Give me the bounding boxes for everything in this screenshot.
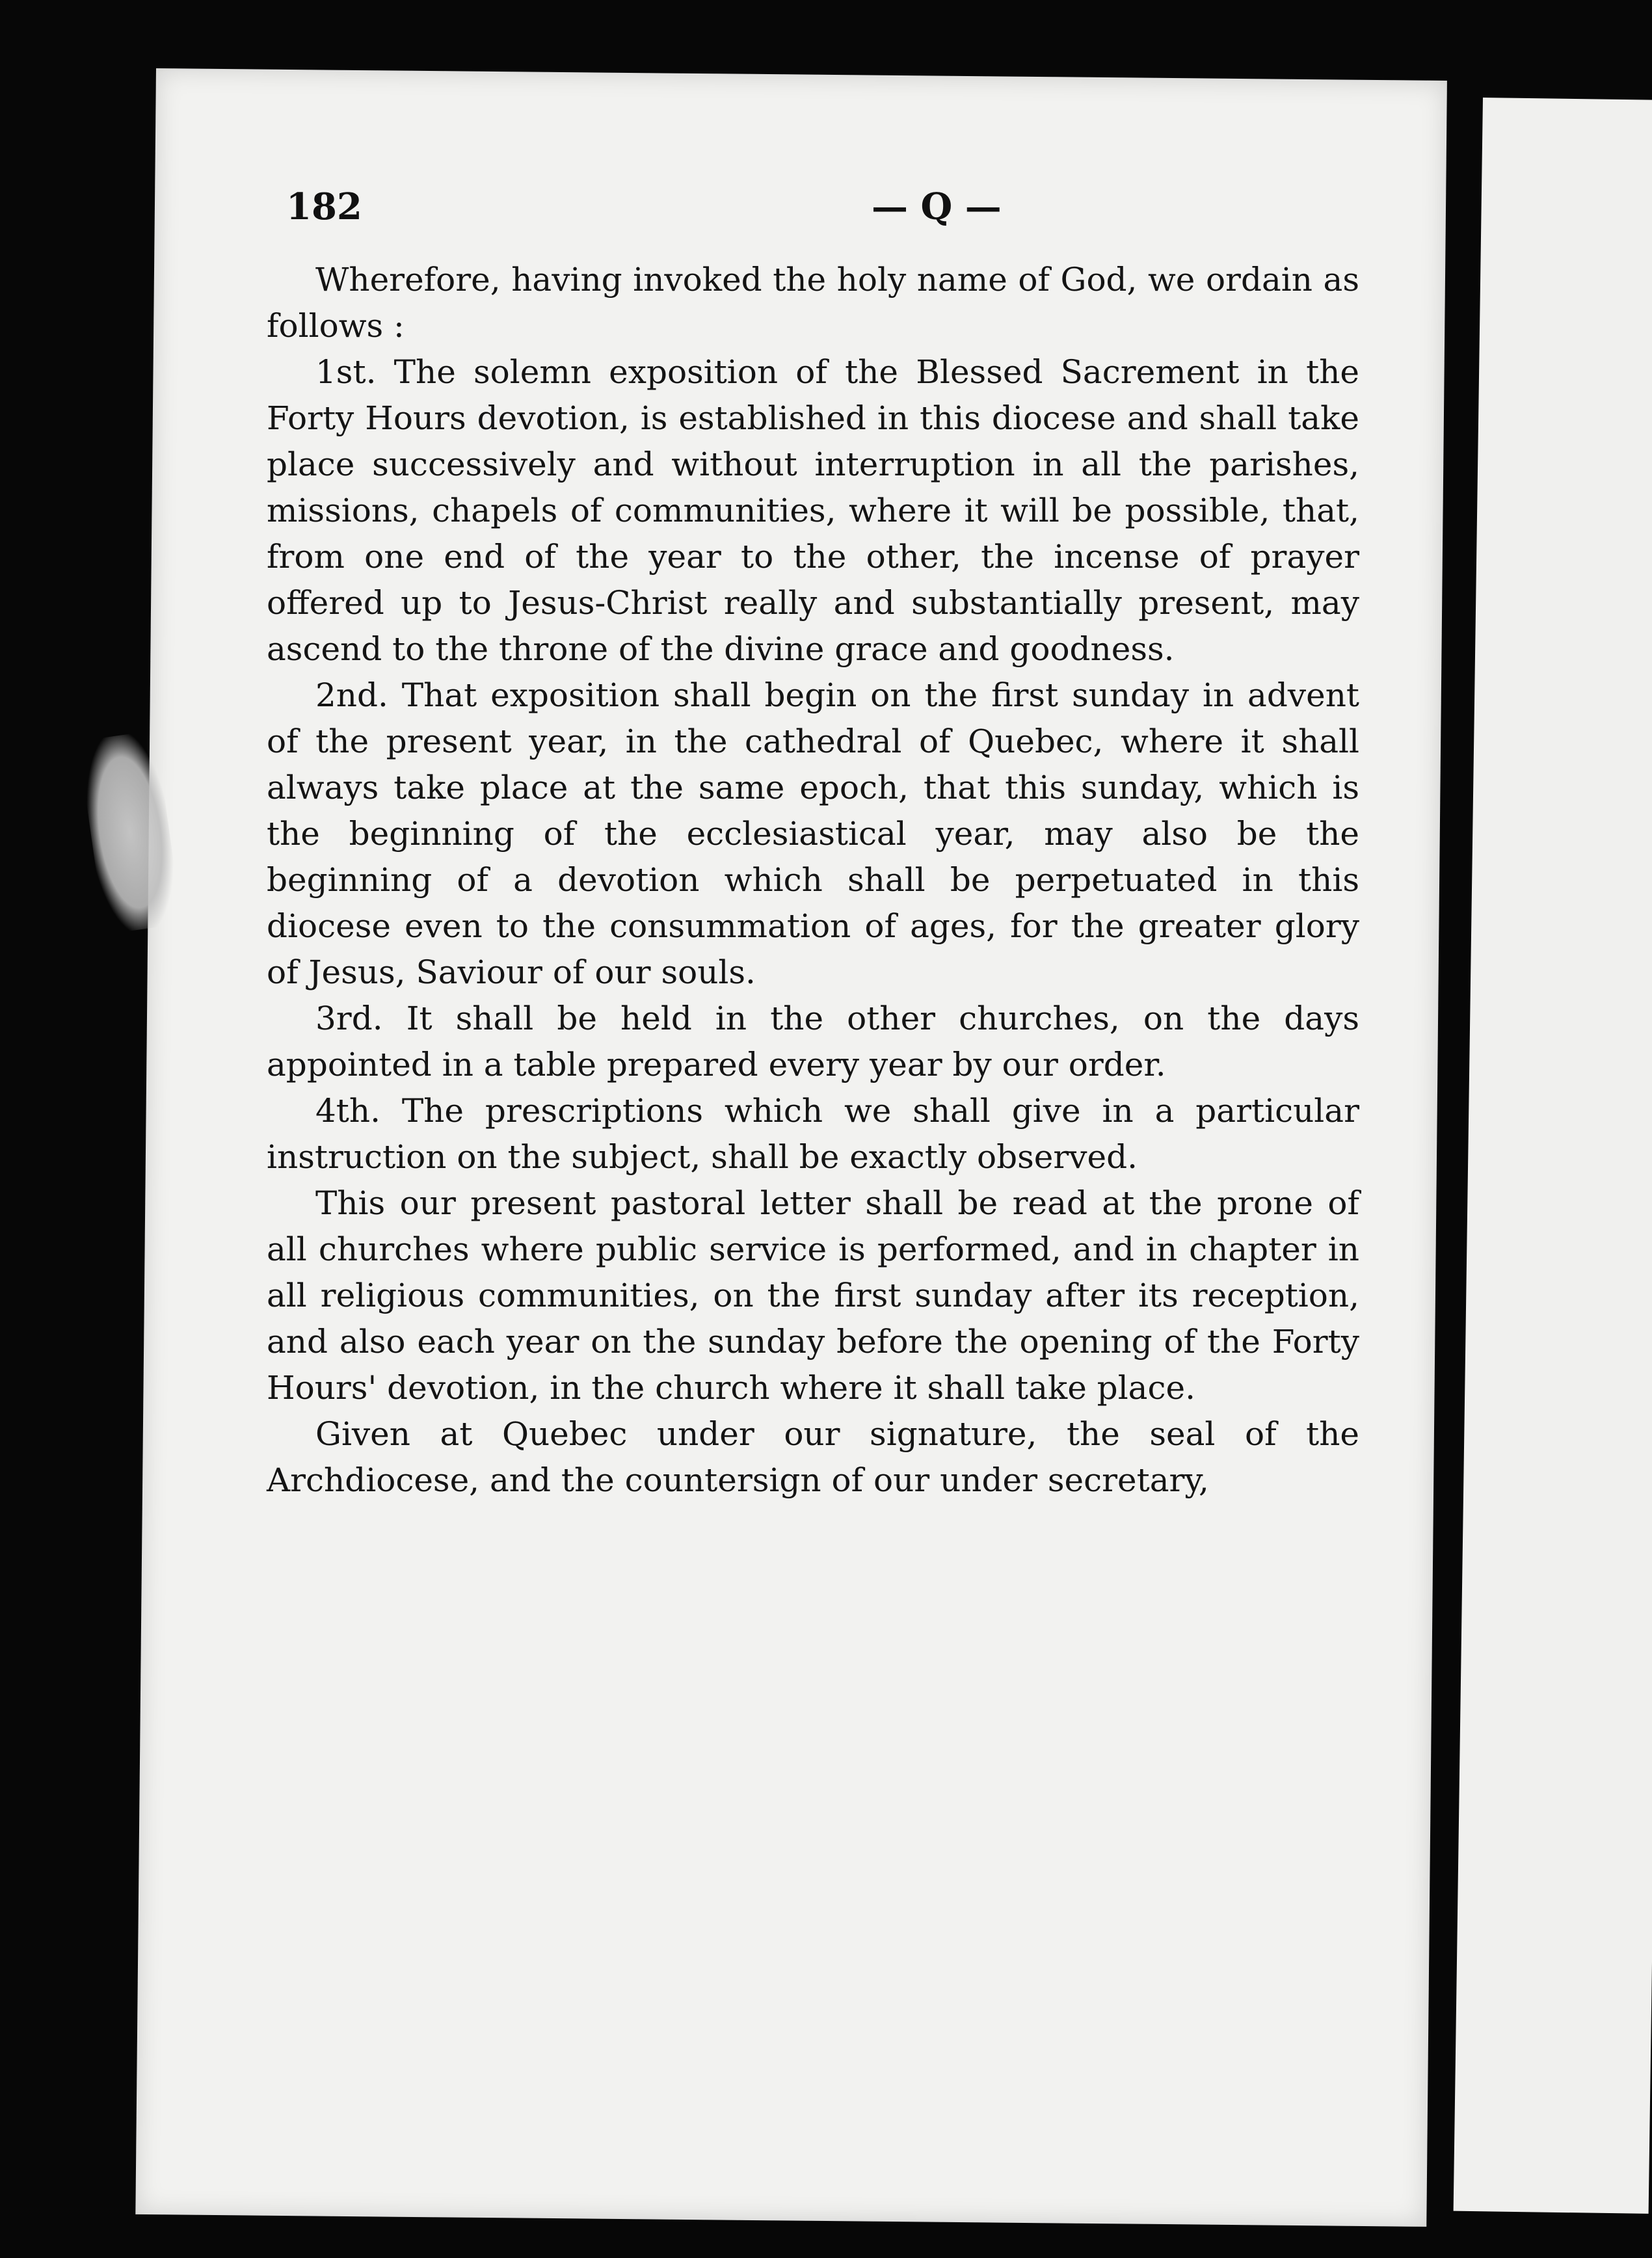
paragraph-given-at: Given at Quebec under our signature, the seal of the Archdiocese, and the countersign of our under secretary, [267, 1415, 1359, 1499]
facing-page [1454, 98, 1652, 2214]
running-head [286, 172, 1359, 244]
paragraph-reading-order: This our present pastoral letter shall be read at the prone of all churches where public service is performed, and in chapter in all religious communities, on the first sunday after its reception, and also each year on the sunday before the opening of the Forty Hours' devotion, in the church where it shall take place. [267, 1184, 1359, 1407]
section-letter: — Q — [872, 185, 1002, 228]
body-text [267, 257, 1359, 1504]
paragraph-second: 2nd. That exposition shall begin on the first sunday in advent of the present year, in the cathedral of Quebec, where it shall always take place at the same epoch, that this sunday, which is the beginning of the ecclesiastical year, may also be the beginning of a devotion which shall be perpetuated in this diocese even to the consummation of ages, for the greater glory of Jesus, Saviour of our souls. [267, 676, 1359, 991]
paragraph-fourth: 4th. The prescriptions which we shall give in a particular instruction on the subject, shall be exactly observed. [267, 1092, 1359, 1176]
paragraph-preamble: Wherefore, having invoked the holy name of God, we ordain as follows : [267, 261, 1359, 345]
page-number: 182 [286, 185, 362, 228]
paragraph-third: 3rd. It shall be held in the other churches, on the days appointed in a table prepared every year by our order. [267, 1000, 1359, 1083]
paragraph-first: 1st. The solemn exposition of the Blessed Sacrement in the Forty Hours devotion, is established in this diocese and shall take place successively and without interruption in all the parishes, missions, chapels of communities, where it will be possible, that, from one end of the year to the other, the incense of prayer offered up to Jesus-Christ really and substantially present, may ascend to the throne of the divine grace and goodness. [267, 353, 1359, 668]
